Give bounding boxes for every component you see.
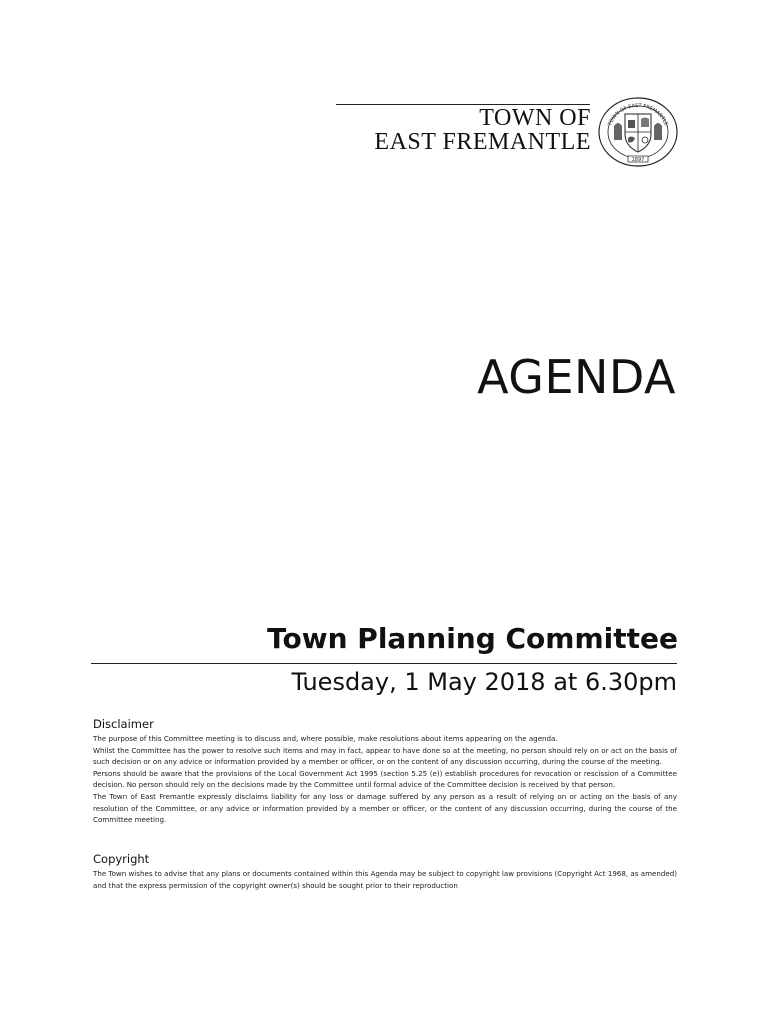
disclaimer-paragraph: The Town of East Fremantle expressly disclaims liability for any loss or damage suffered by any person as a result of relying on or acting on the basis of any resolution of the Committee, or any advice or information provided by a member or officer, or the content of any discussion occurring, during the course of the Committee meeting. [93,791,677,825]
seal-top-text: TOWN OF EAST FREMANTLE [607,102,669,127]
org-name-line1: TOWN OF [479,105,591,131]
disclaimer-paragraph: Persons should be aware that the provisions of the Local Government Act 1995 (section 5.25 (e)) establish procedures for revocation or rescission of a Committee decision. No person should rely on the decisions made by the Committee until formal advice of the Committee decision is received by that person. [93,768,677,790]
seal-year: 1897 [631,157,645,163]
disclaimer-heading: Disclaimer [93,717,154,731]
meeting-date: Tuesday, 1 May 2018 at 6.30pm [291,668,677,696]
disclaimer-paragraph: Whilst the Committee has the power to resolve such items and may in fact, appear to have done so at the meeting, no person should rely on or act on the basis of such decision or on any advice or information provided by a member or officer, or on the content of any discussion occurring, during the course of the meeting. [93,745,677,767]
disclaimer-paragraph: The purpose of this Committee meeting is to discuss and, where possible, make resolutions about items appearing on the agenda. [93,734,558,743]
disclaimer-section [93,717,677,826]
org-name-line2: EAST FREMANTLE [374,129,591,155]
committee-rule [91,663,677,664]
copyright-paragraph: The Town wishes to advise that any plans or documents contained within this Agenda may be subject to copyright law provisions (Copyright Act 1968, as amended) and that the express permission of the copyright owner(s) should be sought prior to their reproduction [93,869,677,890]
town-seal-emblem [597,96,679,168]
copyright-heading: Copyright [93,852,150,866]
committee-name: Town Planning Committee [267,622,678,655]
copyright-section [93,852,677,891]
document-title: AGENDA [477,350,676,404]
